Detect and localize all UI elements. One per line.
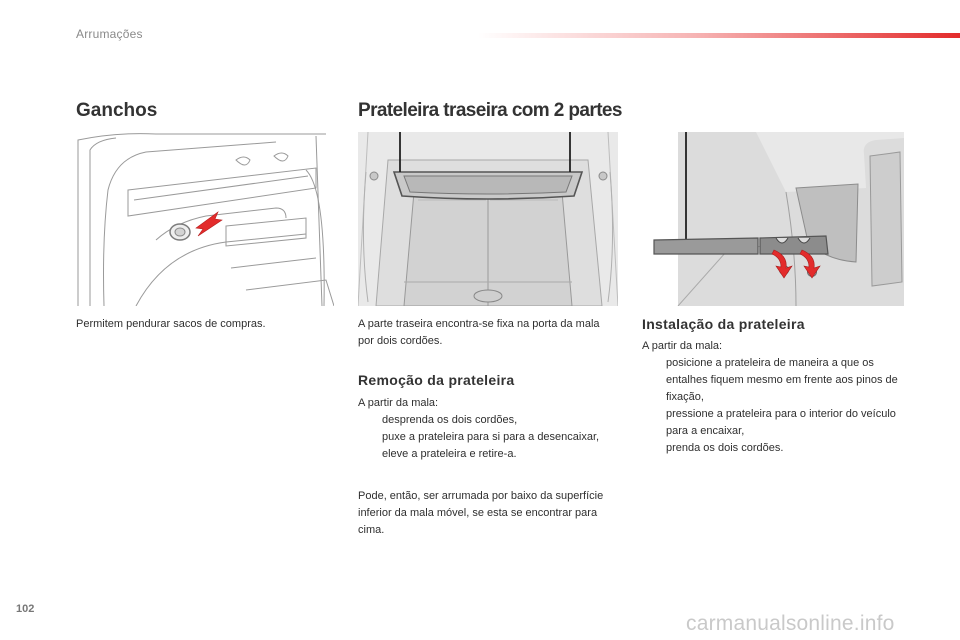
step-text: puxe a prateleira para si para a desencaixar,	[382, 431, 600, 443]
header-accent-line	[478, 33, 960, 38]
remocao-lead: A partir da mala:	[358, 397, 439, 409]
prateleira-intro: A parte traseira encontra-se fixa na porta da mala por dois cordões.	[358, 318, 600, 347]
list-item	[358, 429, 618, 446]
watermark: carmanualsonline.info	[686, 612, 895, 635]
hook-illustration-icon	[76, 130, 334, 306]
list-item	[642, 406, 902, 440]
ganchos-text: Permitem pendurar sacos de compras.	[76, 318, 266, 330]
instalacao-steps	[642, 355, 902, 457]
step-text: pressione a prateleira para o interior do veículo para a encaixar,	[666, 408, 896, 437]
ganchos-heading: Ganchos	[76, 100, 158, 121]
section-title: Arrumações	[76, 27, 143, 41]
remocao-heading: Remoção da prateleira	[358, 372, 515, 388]
instalacao-lead: A partir da mala:	[642, 340, 723, 352]
page-number: 102	[16, 603, 35, 615]
rear-shelf-illustration-icon	[358, 132, 618, 306]
prateleira-heading: Prateleira traseira com 2 partes	[358, 100, 622, 121]
remocao-instructions	[358, 395, 618, 463]
step-text: desprenda os dois cordões,	[382, 414, 518, 426]
step-text: eleve a prateleira e retire-a.	[382, 448, 517, 460]
list-item	[358, 412, 618, 429]
remocao-note: Pode, então, ser arrumada por baixo da superfície inferior da mala móvel, se esta se encontrar para cima.	[358, 490, 604, 536]
step-text: prenda os dois cordões.	[666, 442, 784, 454]
instalacao-instructions	[642, 338, 902, 457]
list-item	[642, 440, 902, 457]
list-item	[642, 355, 902, 406]
step-text: posicione a prateleira de maneira a que os entalhes fiquem mesmo em frente aos pinos de fixação,	[666, 357, 898, 403]
remocao-steps	[358, 412, 618, 463]
instalacao-heading: Instalação da prateleira	[642, 316, 805, 332]
shelf-installation-illustration-icon	[626, 132, 904, 306]
list-item	[358, 446, 618, 463]
